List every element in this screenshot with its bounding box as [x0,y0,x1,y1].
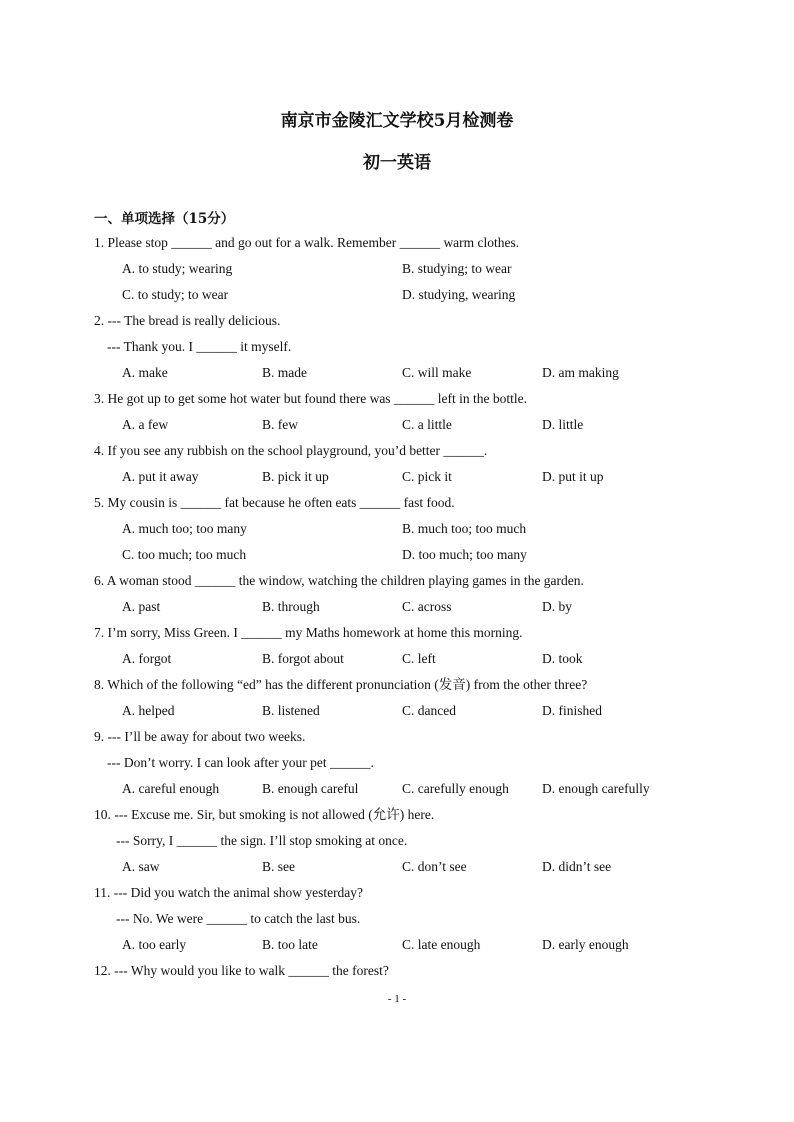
answer-option: C. too much; too much [122,547,247,562]
answer-option: B. made [262,365,307,380]
question-dialogue-line: --- Thank you. I ______ it myself. [107,339,292,354]
answer-option: A. too early [122,937,187,952]
answer-option: B. few [262,417,298,432]
answer-option: B. see [262,859,295,874]
answer-option: B. too late [262,937,318,952]
answer-option: C. late enough [402,937,481,952]
question-stem: 7. I’m sorry, Miss Green. I ______ my Maths homework at home this morning. [94,625,523,640]
answer-option: C. danced [402,703,456,718]
question-dialogue-line: --- No. We were ______ to catch the last bus. [116,911,361,926]
exam-title: 南京市金陵汇文学校5月检测卷 [280,111,514,131]
answer-option: C. will make [402,365,472,380]
answer-option: C. across [402,599,452,614]
answer-option: D. finished [542,703,602,718]
answer-option: D. didn’t see [542,859,612,874]
answer-option: C. left [402,651,436,666]
answer-option: A. to study; wearing [122,261,233,276]
answer-option: D. put it up [542,469,604,484]
answer-option: A. a few [122,417,169,432]
answer-option: D. little [542,417,584,432]
answer-option: C. a little [402,417,452,432]
answer-option: D. took [542,651,583,666]
question-stem: 9. --- I’ll be away for about two weeks. [94,729,306,744]
answer-option: A. much too; too many [122,521,247,536]
question-stem: 8. Which of the following “ed” has the different pronunciation (发音) from the other three? [94,677,588,692]
answer-option: A. helped [122,703,175,718]
answer-option: B. forgot about [262,651,344,666]
answer-option: C. pick it [402,469,452,484]
answer-option: D. by [542,599,572,614]
question-dialogue-line: --- Sorry, I ______ the sign. I’ll stop smoking at once. [116,833,408,848]
answer-option: A. put it away [122,469,199,484]
answer-option: A. make [122,365,168,380]
answer-option: B. enough careful [262,781,359,796]
question-stem: 6. A woman stood ______ the window, watching the children playing games in the garden. [94,573,584,588]
question-stem: 12. --- Why would you like to walk ______ the forest? [94,963,389,978]
section-heading: 一、单项选择（15分） [94,211,235,227]
page-number: - 1 - [387,993,407,1005]
answer-option: A. forgot [122,651,172,666]
answer-option: B. studying; to wear [402,261,512,276]
answer-option: A. saw [122,859,160,874]
question-stem: 4. If you see any rubbish on the school playground, you’d better ______. [94,443,488,458]
answer-option: C. carefully enough [402,781,509,796]
answer-option: B. much too; too much [402,521,527,536]
question-stem: 10. --- Excuse me. Sir, but smoking is not allowed (允许) here. [94,807,435,822]
answer-option: D. am making [542,365,619,380]
answer-option: D. too much; too many [402,547,527,562]
answer-option: C. to study; to wear [122,287,229,302]
question-stem: 3. He got up to get some hot water but found there was ______ left in the bottle. [94,391,528,406]
question-stem: 5. My cousin is ______ fat because he often eats ______ fast food. [94,495,455,510]
answer-option: D. early enough [542,937,629,952]
answer-option: A. careful enough [122,781,220,796]
answer-option: C. don’t see [402,859,467,874]
question-stem: 11. --- Did you watch the animal show yesterday? [94,885,364,900]
answer-option: D. enough carefully [542,781,650,796]
question-dialogue-line: --- Don’t worry. I can look after your pet ______. [107,755,374,770]
answer-option: B. through [262,599,320,614]
answer-option: A. past [122,599,161,614]
question-stem: 2. --- The bread is really delicious. [94,313,281,328]
answer-option: B. listened [262,703,320,718]
answer-option: B. pick it up [262,469,329,484]
answer-option: D. studying, wearing [402,287,516,302]
exam-subject: 初一英语 [363,153,431,173]
question-stem: 1. Please stop ______ and go out for a walk. Remember ______ warm clothes. [94,235,520,250]
